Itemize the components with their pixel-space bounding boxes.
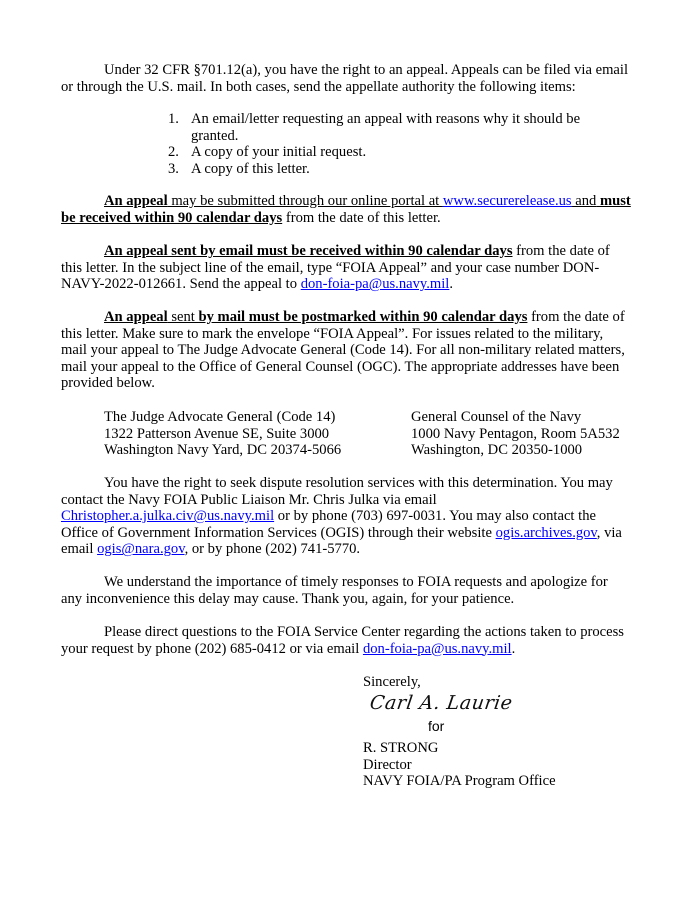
portal-rest: from the date of this letter. (282, 209, 441, 226)
dispute-text: , or by phone (202) 741-5770. (184, 541, 361, 558)
period: . (511, 640, 516, 657)
questions-paragraph (61, 624, 631, 657)
appeal-items-list (168, 111, 588, 177)
appeal-lead: An appeal (104, 193, 168, 209)
mail-lead: An appeal (104, 309, 168, 325)
securerelease-link[interactable]: www.securerelease.us (442, 193, 572, 209)
mail-deadline: by mail must be postmarked within 90 calendar days (198, 309, 528, 325)
liaison-email-link[interactable]: Christopher.a.julka.civ@us.navy.mil (61, 508, 275, 525)
list-number: 1. (168, 111, 179, 127)
signatory-office: NAVY FOIA/PA Program Office (363, 773, 556, 790)
list-number: 3. (168, 160, 179, 177)
list-item-text: A copy of your initial request. (191, 144, 367, 161)
list-item-text: A copy of this letter. (191, 160, 310, 177)
list-item (168, 161, 588, 178)
address-line: 1000 Navy Pentagon, Room 5A532 (411, 425, 620, 442)
list-number: 2. (168, 144, 179, 161)
ogis-email-link[interactable]: ogis@nara.gov (97, 541, 185, 558)
portal-text: may be submitted through our online portal at (167, 193, 443, 209)
dispute-text: You have the right to seek dispute resolution services with this determination. You may contact the Navy FOIA Public Liaison Mr. Chris Julka via email (61, 475, 613, 508)
email-paragraph (61, 243, 631, 293)
dispute-text: , via email (61, 524, 622, 558)
for-label: for (428, 718, 445, 734)
email-deadline: An appeal sent by email must be received within 90 calendar days (104, 243, 513, 259)
portal-paragraph (61, 193, 631, 226)
signatory-title: Director (363, 756, 412, 773)
apology-text: We understand the importance of timely responses to FOIA requests and apologize for any inconvenience this delay may cause. Thank you, again, for your patience. (61, 574, 608, 607)
ogc-address (411, 409, 620, 459)
portal-and: and (571, 193, 597, 209)
deadline-text: must be received within 90 calendar days (61, 193, 631, 226)
address-line: Washington Navy Yard, DC 20374-5066 (104, 442, 342, 459)
address-line: The Judge Advocate General (Code 14) (104, 409, 336, 425)
period: . (449, 276, 454, 293)
list-item (168, 111, 588, 144)
list-item-text: An email/letter requesting an appeal with reasons why it should be granted. (191, 111, 581, 144)
dispute-text: or by phone (703) 697-0031. You may also contact the Office of Government Information Services (OGIS) through their website (61, 508, 596, 541)
apology-paragraph (61, 574, 631, 607)
appeal-intro-paragraph (61, 62, 631, 95)
address-line: General Counsel of the Navy (411, 409, 582, 425)
foia-email-link[interactable]: don-foia-pa@us.navy.mil (300, 276, 450, 293)
appeal-intro-text: Under 32 CFR §701.12(a), you have the right to an appeal. Appeals can be filed via email or through the U.S. mail. In both cases, send the appellate authority the following items: (61, 62, 629, 95)
ogis-website-link[interactable]: ogis.archives.gov (495, 524, 597, 541)
address-line: Washington, DC 20350-1000 (411, 442, 583, 459)
salutation: Sincerely, (363, 674, 421, 690)
email-instructions: from the date of this letter. In the subject line of the email, type “FOIA Appeal” and your case number DON-NAVY-2022-012661. Send the appeal to (61, 243, 610, 293)
mail-sent: sent (167, 309, 199, 325)
address-line: 1322 Patterson Avenue SE, Suite 3000 (104, 425, 330, 442)
dispute-paragraph (61, 475, 631, 558)
signatory-block (363, 740, 556, 790)
mail-paragraph (61, 309, 631, 392)
list-item (168, 144, 588, 161)
jag-address (104, 409, 341, 459)
handwritten-signature: Carl A. Laurie (368, 692, 514, 714)
signatory-name: R. STRONG (363, 740, 439, 756)
service-center-email-link[interactable]: don-foia-pa@us.navy.mil (362, 640, 512, 657)
questions-text: Please direct questions to the FOIA Service Center regarding the actions taken to process your request by phone (202) 685-0412 or via email (61, 624, 624, 657)
mail-instructions: from the date of this letter. Make sure to mark the envelope “FOIA Appeal”. For issues related to the military, mail your appeal to The Judge Advocate General (Code 14). For all non-military related matters, mail your appeal to the Office of General Counsel (OGC). The appropriate addresses have been provided below. (61, 309, 625, 392)
